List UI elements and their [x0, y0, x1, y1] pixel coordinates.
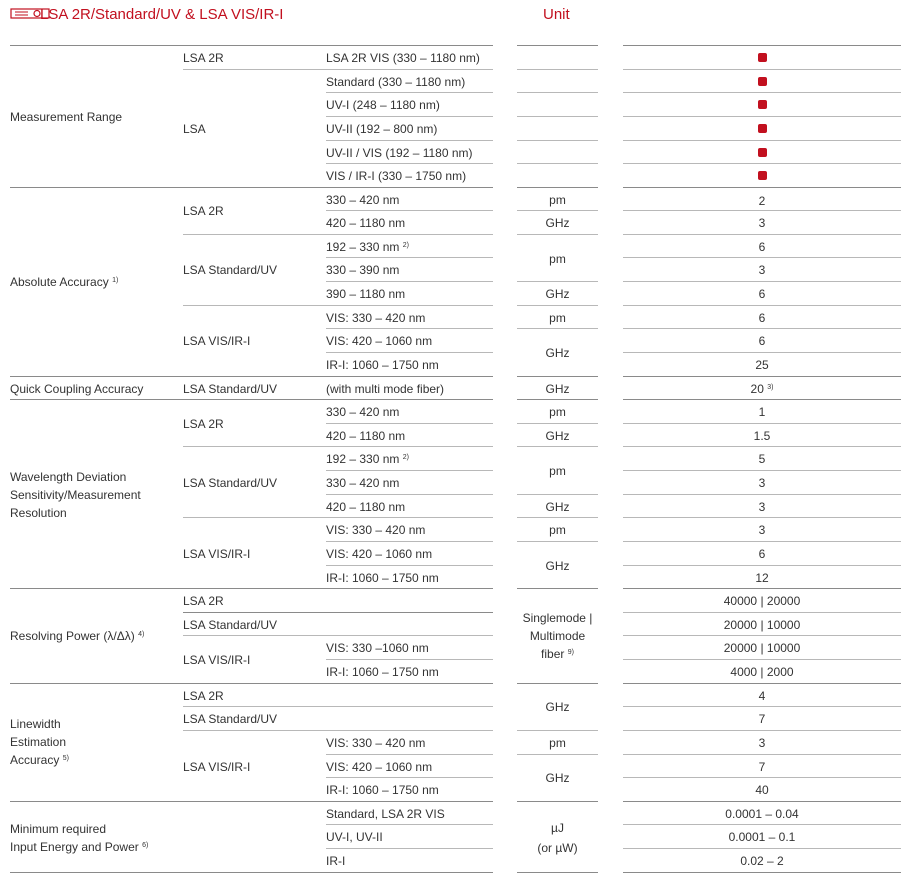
- availability-dot-icon: [758, 53, 767, 62]
- value-cell: 5: [758, 452, 766, 466]
- group-lsa-standard-uv: LSA Standard/UV: [183, 476, 278, 490]
- value-cell: 3: [758, 500, 766, 514]
- availability-dot-icon: [758, 100, 767, 109]
- value-cell: 20000 | 10000: [723, 618, 801, 632]
- unit-cell: GHz: [545, 429, 570, 443]
- range-cell: VIS: 330 – 420 nm: [326, 311, 426, 325]
- range-cell: 330 – 420 nm: [326, 405, 400, 419]
- range-cell: 420 – 1180 nm: [326, 500, 406, 514]
- group-lsa-standard-uv: LSA Standard/UV: [183, 382, 278, 396]
- availability-dot-icon: [758, 77, 767, 86]
- range-cell: VIS: 330 – 420 nm: [326, 736, 426, 750]
- unit-cell: pm: [549, 311, 566, 325]
- unit-cell: pm: [549, 523, 566, 537]
- section-label-quick-coupling: Quick Coupling Accuracy: [10, 382, 144, 396]
- value-cell: 0.02 – 2: [740, 854, 784, 868]
- group-lsa-standard-uv: LSA Standard/UV: [183, 263, 278, 277]
- range-cell: IR-I: [326, 854, 346, 868]
- group-lsa-2r: LSA 2R: [183, 689, 224, 703]
- value-cell: 12: [755, 571, 769, 585]
- group-lsa-vis-ir-i: LSA VIS/IR-I: [183, 653, 251, 667]
- value-cell: 0.0001 – 0.1: [728, 830, 796, 844]
- group-lsa-vis-ir-i: LSA VIS/IR-I: [183, 760, 251, 774]
- unit-cell: pm: [549, 736, 566, 750]
- range-cell: Standard (330 – 1180 nm): [326, 75, 466, 89]
- unit-cell: GHz: [545, 382, 570, 396]
- value-cell: 40: [755, 783, 769, 797]
- value-cell: 7: [758, 760, 766, 774]
- group-lsa: LSA: [183, 122, 206, 136]
- unit-cell: GHz: [545, 216, 570, 230]
- range-cell: LSA 2R VIS (330 – 1180 nm): [326, 51, 480, 65]
- value-cell: 6: [758, 311, 766, 325]
- unit-cell: pm: [549, 464, 566, 478]
- range-cell: 330 – 420 nm: [326, 193, 400, 207]
- range-cell: Standard, LSA 2R VIS: [326, 807, 445, 821]
- unit-cell: GHz: [545, 287, 570, 301]
- group-lsa-2r: LSA 2R: [183, 204, 224, 218]
- value-cell: 7: [758, 712, 766, 726]
- range-cell: 192 – 330 nm $^{2)}$: [326, 452, 409, 466]
- availability-dot-icon: [758, 171, 767, 180]
- section-label-min-energy: Minimum required Input Energy and Power $^{6)}$: [10, 822, 149, 854]
- group-lsa-2r: LSA 2R: [183, 594, 224, 608]
- value-cell: 3: [758, 263, 766, 277]
- value-cell: 2: [758, 194, 766, 208]
- unit-cell: GHz: [545, 700, 570, 714]
- value-cell: 40000 | 20000: [723, 594, 801, 608]
- range-cell: IR-I: 1060 – 1750 nm: [326, 783, 439, 797]
- page-title: LSA 2R/Standard/UV & LSA VIS/IR-I: [40, 6, 284, 23]
- range-cell: 390 – 1180 nm: [326, 287, 406, 301]
- range-cell: VIS: 330 –1060 nm: [326, 641, 429, 655]
- range-cell: VIS: 420 – 1060 nm: [326, 547, 433, 561]
- range-cell: 192 – 330 nm $^{2)}$: [326, 240, 409, 254]
- value-cell: 20 $^{3)}$: [750, 382, 774, 396]
- range-cell: 330 – 420 nm: [326, 476, 400, 490]
- range-cell: 420 – 1180 nm: [326, 429, 406, 443]
- range-cell: VIS / IR-I (330 – 1750 nm): [326, 169, 467, 183]
- value-cell: 25: [755, 358, 769, 372]
- unit-cell: pm: [549, 405, 566, 419]
- range-cell: VIS: 420 – 1060 nm: [326, 760, 433, 774]
- unit-cell: GHz: [545, 346, 570, 360]
- value-cell: 6: [758, 334, 766, 348]
- value-cell: 4: [758, 689, 766, 703]
- range-cell: IR-I: 1060 – 1750 nm: [326, 571, 439, 585]
- value-cell: 6: [758, 547, 766, 561]
- range-cell: VIS: 330 – 420 nm: [326, 523, 426, 537]
- value-cell: 3: [758, 476, 766, 490]
- unit-cell: pm: [549, 193, 566, 207]
- group-lsa-vis-ir-i: LSA VIS/IR-I: [183, 334, 251, 348]
- range-cell: VIS: 420 – 1060 nm: [326, 334, 433, 348]
- range-cell: UV-II (192 – 800 nm): [326, 122, 438, 136]
- group-lsa-standard-uv: LSA Standard/UV: [183, 618, 278, 632]
- group-lsa-2r: LSA 2R: [183, 51, 224, 65]
- value-cell: 1.5: [753, 429, 771, 443]
- value-cell: 4000 | 2000: [730, 665, 794, 679]
- unit-cell: GHz: [545, 771, 570, 785]
- unit-header: Unit: [543, 6, 570, 23]
- unit-cell: pm: [549, 252, 566, 266]
- group-lsa-vis-ir-i: LSA VIS/IR-I: [183, 547, 251, 561]
- range-cell: UV-I (248 – 1180 nm): [326, 98, 440, 112]
- value-cell: 3: [758, 736, 766, 750]
- range-cell: IR-I: 1060 – 1750 nm: [326, 358, 439, 372]
- section-label-resolving-power: Resolving Power (λ/Δλ) $^{4)}$: [10, 629, 145, 643]
- unit-cell: GHz: [545, 559, 570, 573]
- unit-cell: µJ (or µW): [537, 821, 578, 855]
- unit-cell: GHz: [545, 500, 570, 514]
- value-cell: 6: [758, 240, 766, 254]
- group-lsa-standard-uv: LSA Standard/UV: [183, 712, 278, 726]
- section-label-absolute-accuracy: Absolute Accuracy $^{1)}$: [10, 275, 119, 289]
- section-label-measurement-range: Measurement Range: [10, 110, 123, 124]
- section-label-linewidth: Linewidth Estimation Accuracy $^{5)}$: [10, 717, 69, 767]
- availability-dot-icon: [758, 148, 767, 157]
- group-lsa-2r: LSA 2R: [183, 417, 224, 431]
- availability-dot-icon: [758, 124, 767, 133]
- range-cell: UV-I, UV-II: [326, 830, 383, 844]
- value-cell: 1: [758, 405, 766, 419]
- value-cell: 6: [758, 287, 766, 301]
- range-cell: 420 – 1180 nm: [326, 216, 406, 230]
- range-cell: UV-II / VIS (192 – 1180 nm): [326, 146, 473, 160]
- value-cell: 0.0001 – 0.04: [725, 807, 799, 821]
- range-cell: 330 – 390 nm: [326, 263, 400, 277]
- value-cell: 3: [758, 523, 766, 537]
- range-cell: IR-I: 1060 – 1750 nm: [326, 665, 439, 679]
- unit-cell: Singlemode | Multimode fiber $^{9)}$: [522, 611, 593, 661]
- value-cell: 3: [758, 216, 766, 230]
- section-label-wavelength-deviation: Wavelength Deviation Sensitivity/Measurement Resolution: [10, 470, 141, 520]
- value-cell: 20000 | 10000: [723, 641, 801, 655]
- range-cell: (with multi mode fiber): [326, 382, 445, 396]
